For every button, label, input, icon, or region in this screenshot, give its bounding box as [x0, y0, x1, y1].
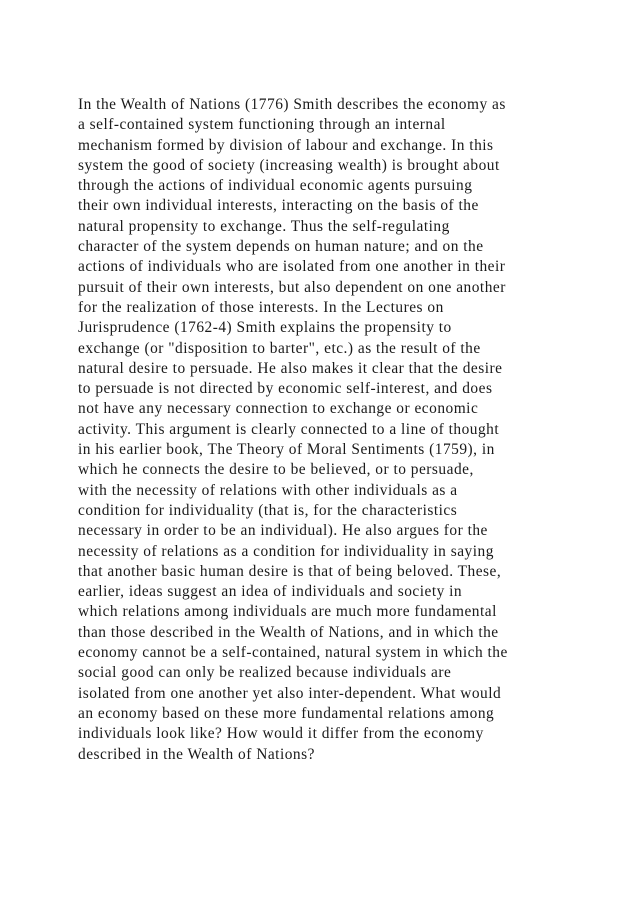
- text-line: which he connects the desire to be believed, or to persuade,: [78, 461, 474, 479]
- text-line: an economy based on these more fundamental relations among: [78, 704, 495, 722]
- body-paragraph: [78, 95, 578, 765]
- text-line: natural propensity to exchange. Thus the self-regulating: [78, 217, 450, 235]
- text-line: necessity of relations as a condition for individuality in saying: [78, 542, 494, 560]
- text-line: individuals look like? How would it differ from the economy: [78, 725, 484, 743]
- text-line: described in the Wealth of Nations?: [78, 745, 315, 763]
- text-line: condition for individuality (that is, for the characteristics: [78, 501, 458, 519]
- text-line: that another basic human desire is that of being beloved. These,: [78, 562, 502, 580]
- text-line: Jurisprudence (1762-4) Smith explains the propensity to: [78, 319, 452, 337]
- text-line: mechanism formed by division of labour and exchange. In this: [78, 136, 494, 154]
- text-line: necessary in order to be an individual). He also argues for the: [78, 522, 488, 540]
- text-line: with the necessity of relations with other individuals as a: [78, 481, 458, 499]
- text-line: economy cannot be a self-contained, natural system in which the: [78, 644, 508, 662]
- text-line: system the good of society (increasing wealth) is brought about: [78, 156, 500, 174]
- text-line: which relations among individuals are much more fundamental: [78, 603, 497, 621]
- text-line: to persuade is not directed by economic self-interest, and does: [78, 380, 493, 398]
- text-line: In the Wealth of Nations (1776) Smith describes the economy as: [78, 96, 506, 113]
- text-line: isolated from one another yet also inter-dependent. What would: [78, 684, 502, 702]
- text-line: a self-contained system functioning through an internal: [78, 116, 446, 134]
- text-line: actions of individuals who are isolated from one another in their: [78, 258, 506, 276]
- text-line: through the actions of individual economic agents pursuing: [78, 177, 473, 195]
- text-line: for the realization of those interests. In the Lectures on: [78, 298, 444, 316]
- text-line: pursuit of their own interests, but also dependent on one another: [78, 278, 506, 296]
- text-line: natural desire to persuade. He also makes it clear that the desire: [78, 359, 503, 377]
- text-line: earlier, ideas suggest an idea of individuals and society in: [78, 583, 463, 601]
- text-line: social good can only be realized because individuals are: [78, 664, 452, 682]
- text-line: than those described in the Wealth of Nations, and in which the: [78, 623, 499, 641]
- text-line: their own individual interests, interacting on the basis of the: [78, 197, 479, 215]
- text-line: character of the system depends on human nature; and on the: [78, 238, 484, 256]
- text-line: activity. This argument is clearly connected to a line of thought: [78, 420, 500, 438]
- text-line: not have any necessary connection to exchange or economic: [78, 400, 479, 418]
- text-line: exchange (or "disposition to barter", etc.) as the result of the: [78, 339, 481, 357]
- text-line: in his earlier book, The Theory of Moral Sentiments (1759), in: [78, 441, 495, 459]
